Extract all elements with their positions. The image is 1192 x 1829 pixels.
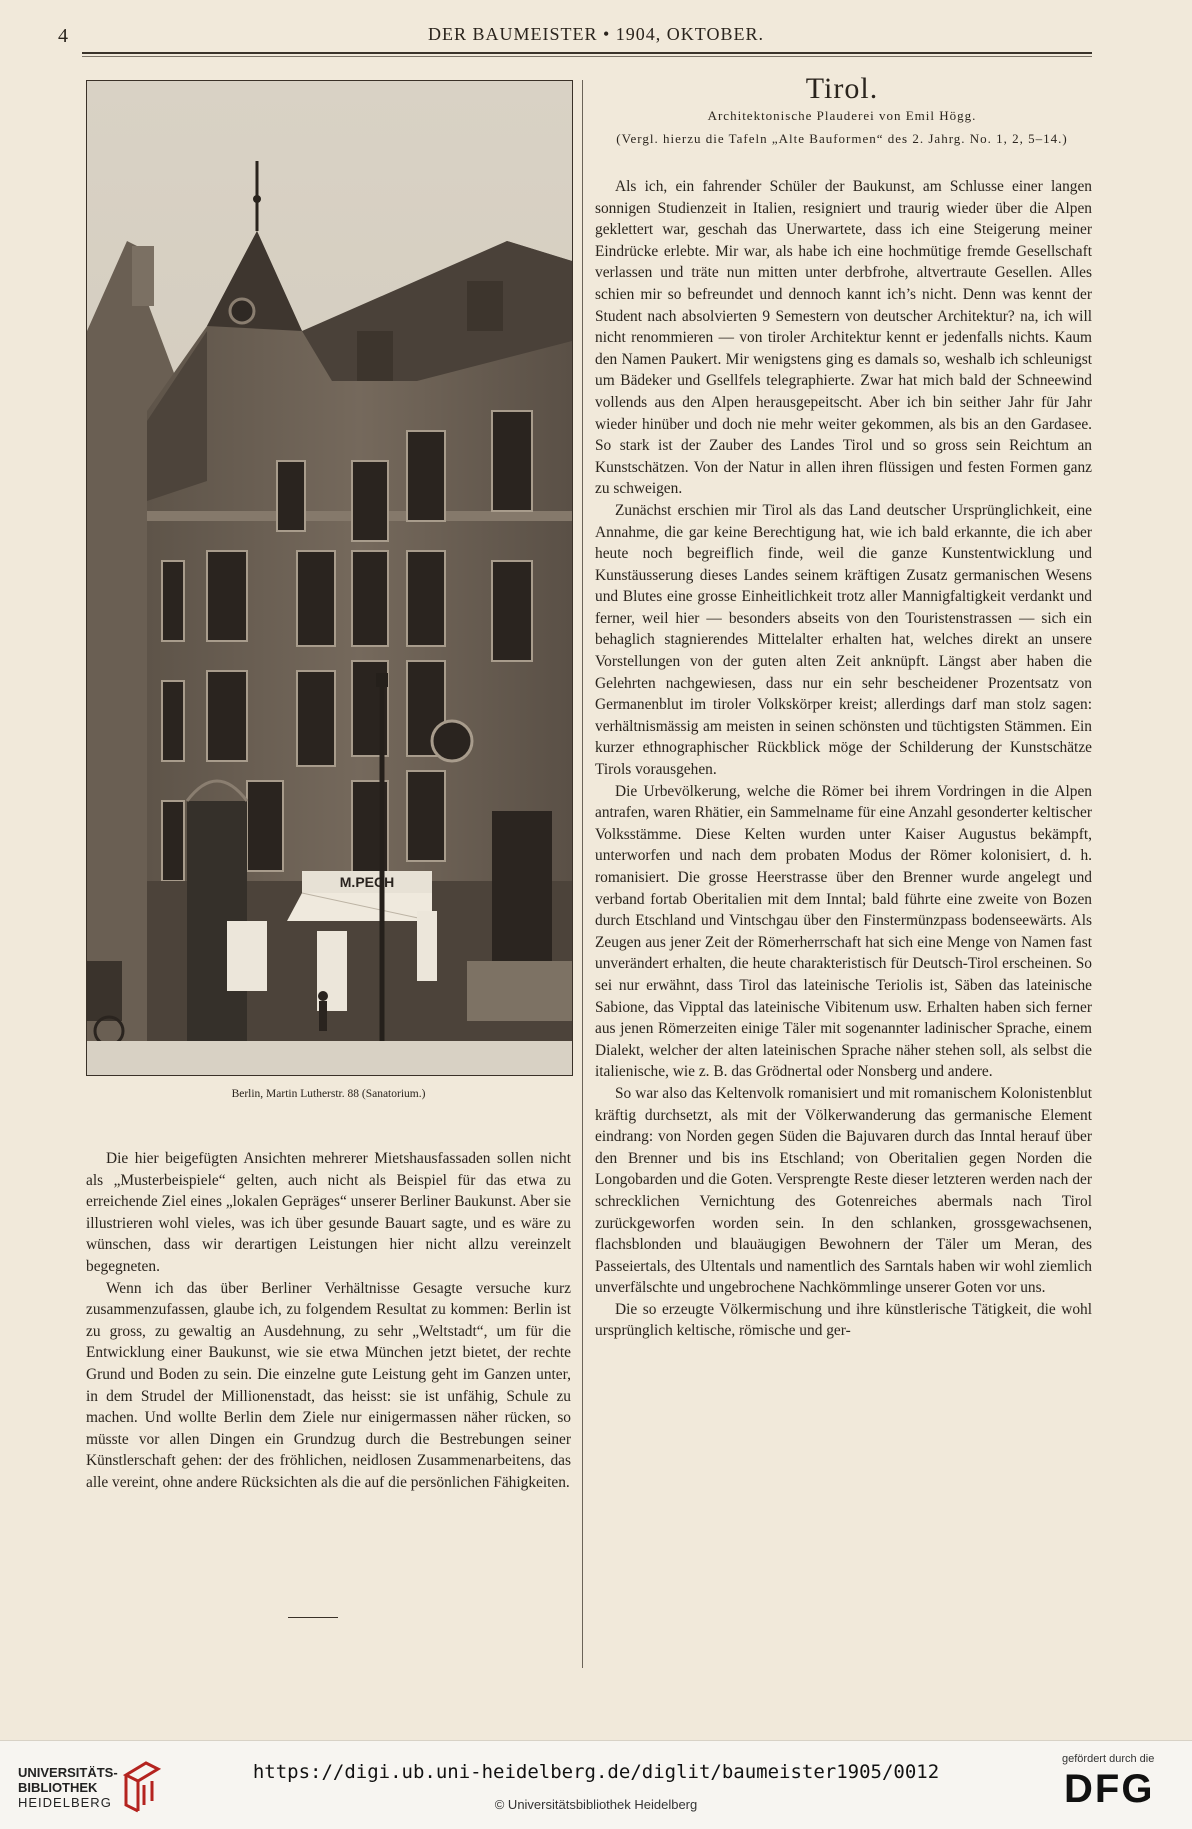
running-header: DER BAUMEISTER • 1904, OKTOBER. (428, 24, 764, 44)
building-illustration (87, 81, 572, 1075)
page-number: 4 (58, 25, 68, 47)
paragraph: Zunächst erschien mir Tirol als das Land deutscher Ursprünglichkeit, eine Annahme, die gar keine Berechtigung hat, wie ich bald erkannte, die ich aber heute noch begreiflich finde, weil die ganze Kunstentwicklung und Kunstäusserung dieses Landes seinem kräftigen Zusatz germanischen Wesens und Blutes eine grosse Einheitlichkeit trotz aller Mannigfaltigkeit verdankt und ferner, weil hier — besonders abseits von den Touristenstrassen — sich ein behaglich stagnierendes Mittelalter erhalten hat, welches direkt an unsere Vorstellungen von der guten alten Zeit anknüpft. Längst aber haben die Gelehrten nachgewiesen, dass nur ein sehr bescheidener Prozentsatz von Germanenblut im tiroler Volkskörper kreist; allerdings darf man stolz sagen: verhältnismässig am meisten in seinen schönsten und tüchtigsten Stämmen. Ein kurzer ethnographischer Rückblick möge der Schilderung der Kunstschätze Tirols vorausgehen. (595, 501, 1092, 779)
paragraph: Wenn ich das über Berliner Verhältnisse Gesagte versuche kurz zusammenzufassen, glaube ich, zu folgendem Resultat zu kommen: Berlin ist zu gross, zu gewaltig an Ausdehnung, zu sehr „Weltstadt“, um für die Entwicklung einer Baukunst, wie sie etwa München jetzt bietet, der rechte Grund und Boden zu sein. Die einzelne gute Leistung geht im Ganzen unter, in dem Strudel der Millionenstadt, das heisst: sie ist unfähig, Schule zu machen. Und wollte Berlin dem Ziele nur einigermassen näher rücken, so müsste vor allen Dingen ein Grundzug durch die Bestrebungen seiner Künstlerschaft gehen: der des fröhlichen, neidlosen Zusammenarbeitens, das alle vereint, ohne andere Rücksichten als die auf die persönlichen Fähigkeiten. (86, 1279, 571, 1491)
funding-note: gefördert durch die (1062, 1753, 1155, 1765)
paragraph: Als ich, ein fahrender Schüler der Baukunst, am Schlusse einer langen sonnigen Studienzeit in Italien, resigniert und traurig wieder über die Alpen geklettert war, geschah das Unerwartete, dass ich eine Steigerung meiner Eindrücke erlebte. Mir war, als habe ich eine hochmütige fremde Gesellschaft verlassen und träte nun mitten unter derbfrohe, altvertraute Gesellen. Alles schien mir so befreundet und dennoch kannt ich’s nicht. Denn was kennt der Student nach absolvierten 9 Semestern von deutscher Architektur? na, ich will nicht renommieren — von tiroler Architektur kennt er jedenfalls nichts. Kaum den Namen Paukert. Mir wenigstens ging es damals so, weshalb ich schleunigst um Bädeker und Gsellfels telegraphierte. Zwar hat mich bald der Schneewind vollends aus den Alpen herausgepeitscht. Aber ich bin seither Jahr für Jahr wieder hinüber und doch nie mehr weiter gekommen, als bis an den Gardasee. So stark ist der Zauber des Landes Tirol und so gross sein Reichtum an Kunstschätzen. Von der Natur in allen ihren flüssigen und festen Formen ganz zu schweigen. (595, 178, 1092, 498)
article-title: Tirol. (805, 72, 879, 105)
left-column-text (86, 1148, 571, 1494)
permalink-url[interactable]: https://digi.ub.uni-heidelberg.de/diglit/baumeister1905/0012 (252, 1761, 940, 1783)
library-name-line1: UNIVERSITÄTS- (18, 1765, 118, 1780)
shop-sign-text: M.PECH (339, 874, 395, 890)
column-divider (582, 80, 583, 1668)
end-rule (288, 1617, 338, 1618)
dfg-logo[interactable]: DFG (1064, 1767, 1155, 1811)
paragraph: Die so erzeugte Völkermischung und ihre künstlerische Tätigkeit, die wohl ursprünglich keltische, römische und ger- (595, 1300, 1092, 1340)
header-rule (82, 52, 1092, 54)
building-photograph (86, 80, 573, 1076)
copyright-notice: © Universitätsbibliothek Heidelberg (494, 1797, 698, 1812)
paragraph: Die hier beigefügten Ansichten mehrerer Mietshausfassaden sollen nicht als „Musterbeispiele“ gelten, auch nicht als Beispiel für das etwa zu erreichende Ziel eines „lokalen Gepräges“ unserer Berliner Baukunst. Aber sie illustrieren wohl vieles, was ich über gesunde Bauart sagte, und es wäre zu wünschen, dass wir derartigen Leistungen hier nicht allzu vereinzelt begegneten. (86, 1150, 571, 1275)
article-subtitle: Architektonische Plauderei von Emil Högg. (707, 108, 977, 123)
right-column-text (595, 176, 1092, 1342)
paragraph: So war also das Keltenvolk romanisiert und mit romanischem Kolonistenblut kräftig durchsetzt, als mit der Völkerwanderung das germanische Element eindrang: von Norden gegen Süden die Bajuvaren durch das Inntal herauf über den Brenner und bis ins Etschland; von Oberitalien gegen Norden die Longobarden und die Goten. Versprengte Reste dieser letzteren werden nach der schrecklichen Vernichtung des Gotenreiches abermals nach Tirol zurückgeworfen worden sein. In den schlanken, grossgewachsenen, flachsblonden und blauäugigen Bewohnern der Täler um Meran, des Passeiertals, des Ultentals und namentlich des Sarntals haben wir wohl ziemlich unverfälschte und ungebrochene Nachkömmlinge unserer Goten vor uns. (595, 1084, 1092, 1297)
article-note: (Vergl. hierzu die Tafeln „Alte Bauformen“ des 2. Jahrg. No. 1, 2, 5–14.) (616, 131, 1068, 146)
header-rule-thin (82, 56, 1092, 57)
viewer-footer (0, 1740, 1192, 1829)
paragraph: Die Urbevölkerung, welche die Römer bei ihrem Vordringen in die Alpen antrafen, waren Rhätier, ein Sammelname für eine Anzahl gesonderter keltischer Volksstämme. Diese Kelten wurden unter Kaiser Augustus bekämpft, unterworfen und nach dem probaten Modus der Römer kolonisiert, d. h. romanisiert. Die grosse Heerstrasse über den Brenner wurde angelegt und verband fortab Oberitalien mit dem Inntal; bald führte eine zweite von Bozen durch Etschland und Vintschgau über den Finstermünzpass bodenseewärts. Als Zeugen aus jener Zeit der Römerherrschaft hat sich eine Menge von Namen fast unverändert erhalten, die heute charakteristisch für Deutsch-Tirol erscheinen. So sei nur erwähnt, dass Tirol das lateinische Teriolis ist, Säben das lateinische Sabione, das Vipptal das lateinische Vibitenum usw. Erhalten haben sich ferner aus jenen Römerzeiten einige Täler mit sogenannter ladinischer Sprache, einem Dialekt, welcher der alten lateinischen Sprache näher stehen soll, als selbst die italienische, wie z. B. das Grödnertal oder Nonsberg und andere. (595, 782, 1092, 1081)
library-name-line2: BIBLIOTHEK (18, 1780, 98, 1795)
library-name-line3: HEIDELBERG (18, 1795, 112, 1810)
figure-caption: Berlin, Martin Lutherstr. 88 (Sanatorium.) (231, 1088, 426, 1100)
